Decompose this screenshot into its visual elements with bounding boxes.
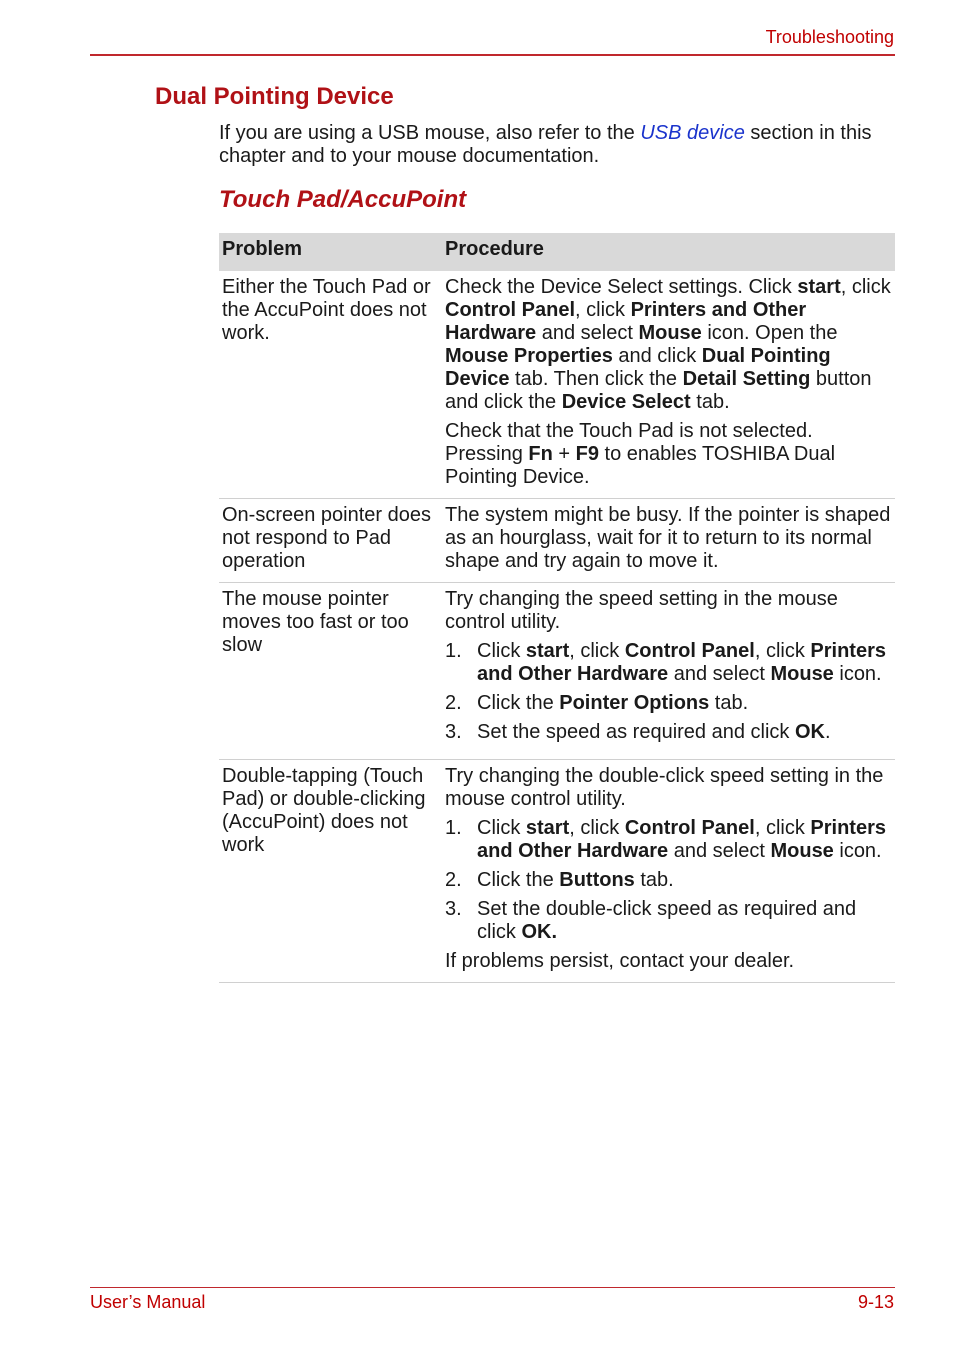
- subsection-title: Touch Pad/AccuPoint: [219, 186, 467, 213]
- procedure-lead: Try changing the double-click speed setting in the mouse control utility.: [445, 765, 884, 810]
- steps-list: [445, 817, 892, 944]
- step-text: Set the speed as required and click OK.: [477, 721, 831, 743]
- bold-term: Printers and Other Hardware: [477, 640, 886, 685]
- footer-rule: [90, 1287, 895, 1288]
- bold-term: Fn: [528, 443, 553, 465]
- bold-term: Dual Pointing Device: [445, 345, 831, 390]
- step-number: 3.: [445, 898, 462, 920]
- table-row: [219, 760, 895, 983]
- problem-cell: Double-tapping (Touch Pad) or double-clicking (AccuPoint) does not work: [219, 760, 442, 983]
- bold-term: F9: [575, 443, 599, 465]
- bold-term: Device Select: [561, 391, 691, 413]
- header-rule: [90, 54, 895, 56]
- table-row: [219, 499, 895, 583]
- table-header-row: [219, 233, 895, 271]
- bold-term: Mouse: [770, 840, 834, 862]
- step-item: [445, 869, 892, 892]
- column-header-problem: Problem: [219, 233, 442, 271]
- procedure-cell: [442, 583, 895, 760]
- table-row: [219, 271, 895, 499]
- step-text: Set the double-click speed as required and click OK.: [477, 898, 857, 943]
- problem-cell: On-screen pointer does not respond to Pad operation: [219, 499, 442, 583]
- step-item: [445, 721, 892, 744]
- bold-term: Detail Setting: [682, 368, 811, 390]
- step-number: 3.: [445, 721, 462, 743]
- intro-text-end: section in this chapter and to your mouse documentation.: [219, 122, 872, 167]
- bold-term: Mouse: [770, 663, 834, 685]
- bold-term: Control Panel: [624, 640, 755, 662]
- procedure-cell: [442, 760, 895, 983]
- footer-manual-title: User’s Manual: [90, 1292, 206, 1312]
- intro-text-start: If you are using a USB mouse, also refer to the: [219, 122, 641, 144]
- section-title: Dual Pointing Device: [155, 83, 394, 110]
- bold-term: Buttons: [559, 869, 635, 891]
- step-text: Click start, click Control Panel, click Printers and Other Hardware and select Mouse icon.: [477, 817, 886, 862]
- bold-term: Control Panel: [445, 299, 576, 321]
- intro-paragraph: [219, 122, 895, 168]
- procedure-lead: Try changing the speed setting in the mouse control utility.: [445, 588, 838, 633]
- step-item: [445, 640, 892, 686]
- bold-term: OK.: [521, 921, 558, 943]
- bold-term: start: [525, 640, 570, 662]
- page-number: 9-13: [857, 1292, 894, 1312]
- problem-cell: Either the Touch Pad or the AccuPoint does not work.: [219, 271, 442, 499]
- step-number: 2.: [445, 692, 462, 714]
- bold-term: Pointer Options: [559, 692, 710, 714]
- procedure-cell: [442, 271, 895, 499]
- bold-term: Printers and Other Hardware: [477, 817, 886, 862]
- bold-term: Control Panel: [624, 817, 755, 839]
- running-header: Troubleshooting: [765, 27, 894, 47]
- step-text: Click the Buttons tab.: [477, 869, 674, 891]
- bold-term: start: [797, 276, 841, 298]
- step-item: [445, 817, 892, 863]
- steps-list: [445, 640, 892, 744]
- bold-term: Mouse Properties: [445, 345, 613, 367]
- usb-device-link[interactable]: USB device: [640, 122, 745, 144]
- step-item: [445, 692, 892, 715]
- procedure-paragraph: Check the Device Select settings. Click start, click Control Panel, click Printers and Other Hardware and select Mouse icon. Open the Mouse Properties and click Dual Pointing Device tab. Then click the Detail Setting button and click the Device Select tab.: [445, 276, 891, 413]
- bold-term: Mouse: [638, 322, 702, 344]
- bold-term: start: [525, 817, 570, 839]
- step-text: Click the Pointer Options tab.: [477, 692, 749, 714]
- table-row: [219, 583, 895, 760]
- step-number: 2.: [445, 869, 462, 891]
- step-text: Click start, click Control Panel, click Printers and Other Hardware and select Mouse icon.: [477, 640, 886, 685]
- problem-cell: The mouse pointer moves too fast or too slow: [219, 583, 442, 760]
- step-item: [445, 898, 892, 944]
- column-header-procedure: Procedure: [442, 233, 895, 271]
- step-number: 1.: [445, 640, 462, 662]
- procedure-paragraph: Check that the Touch Pad is not selected. Pressing Fn + F9 to enables TOSHIBA Dual Pointing Device.: [445, 420, 836, 488]
- bold-term: Printers and Other Hardware: [445, 299, 807, 344]
- troubleshooting-table: [219, 233, 895, 983]
- procedure-cell: [442, 499, 895, 583]
- procedure-trailer: If problems persist, contact your dealer.: [445, 950, 795, 972]
- bold-term: OK: [794, 721, 825, 743]
- step-number: 1.: [445, 817, 462, 839]
- procedure-paragraph: The system might be busy. If the pointer is shaped as an hourglass, wait for it to return to its normal shape and try again to move it.: [445, 504, 891, 572]
